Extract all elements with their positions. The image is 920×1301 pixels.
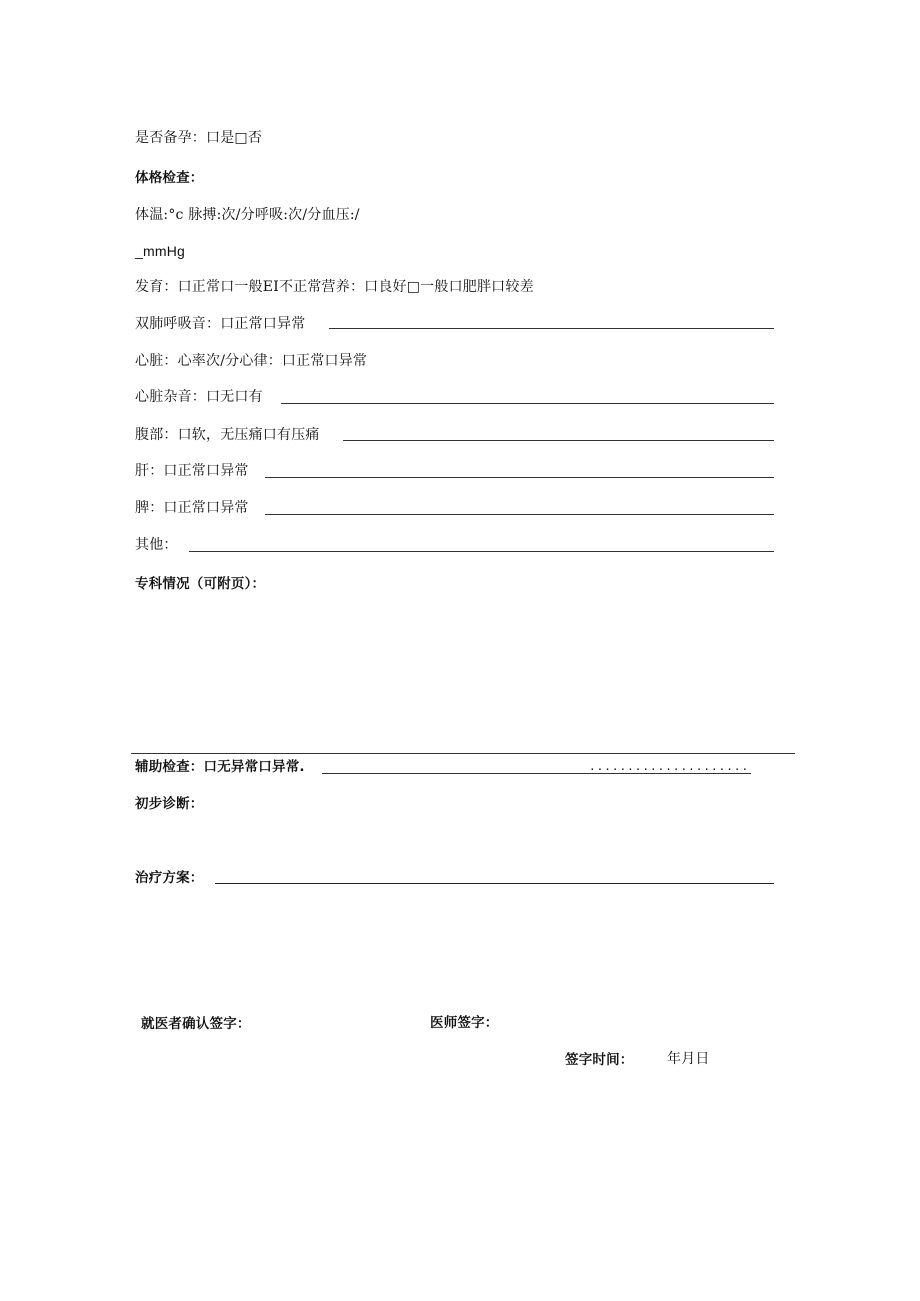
preliminary-diagnosis-heading: 初步诊断： <box>135 796 204 812</box>
heart-murmur-underline <box>281 403 774 404</box>
heart-line: 心脏：心率次/分心律：口正常口异常 <box>135 353 368 369</box>
liver-underline <box>265 477 774 478</box>
vitals-line: 体温:°c 脉搏:次/分呼吸:次/分血压:/ <box>135 207 360 223</box>
treatment-plan-underline <box>215 883 774 884</box>
patient-signature-label: 就医者确认签字： <box>141 1016 251 1032</box>
other-line: 其他： <box>135 537 178 553</box>
development-nutrition-line: 发育：口正常口一般EI不正常营养：口良好□一般口肥胖口较差 <box>135 279 534 295</box>
other-underline <box>189 551 774 552</box>
liver-line: 肝：口正常口异常 <box>135 463 249 479</box>
specialty-bottom-rule <box>131 753 795 754</box>
signature-time-label: 签字时间： <box>565 1052 634 1068</box>
lungs-underline <box>329 328 774 329</box>
doctor-signature-label: 医师签字： <box>430 1015 499 1031</box>
abdomen-line: 腹部：口软，无压痛口有压痛 <box>135 427 320 443</box>
auxiliary-exam-dots: ..................... <box>589 760 750 773</box>
lungs-line: 双肺呼吸音：口正常口异常 <box>135 316 306 332</box>
spleen-line: 脾：口正常口异常 <box>135 500 249 516</box>
auxiliary-exam-line: 辅助检查：口无异常口异常. <box>135 759 305 775</box>
physical-exam-heading: 体格检查： <box>135 170 204 186</box>
abdomen-underline <box>343 440 774 441</box>
specialty-heading: 专科情况（可附页）： <box>135 576 266 592</box>
vitals-unit: _mmHg <box>135 243 186 259</box>
prep-pregnancy-line: 是否备孕：口是□否 <box>135 130 263 146</box>
treatment-plan-heading: 治疗方案： <box>135 870 204 886</box>
spleen-underline <box>265 514 774 515</box>
heart-murmur-line: 心脏杂音：口无口有 <box>135 389 263 405</box>
signature-date-placeholder: 年月日 <box>667 1051 710 1067</box>
